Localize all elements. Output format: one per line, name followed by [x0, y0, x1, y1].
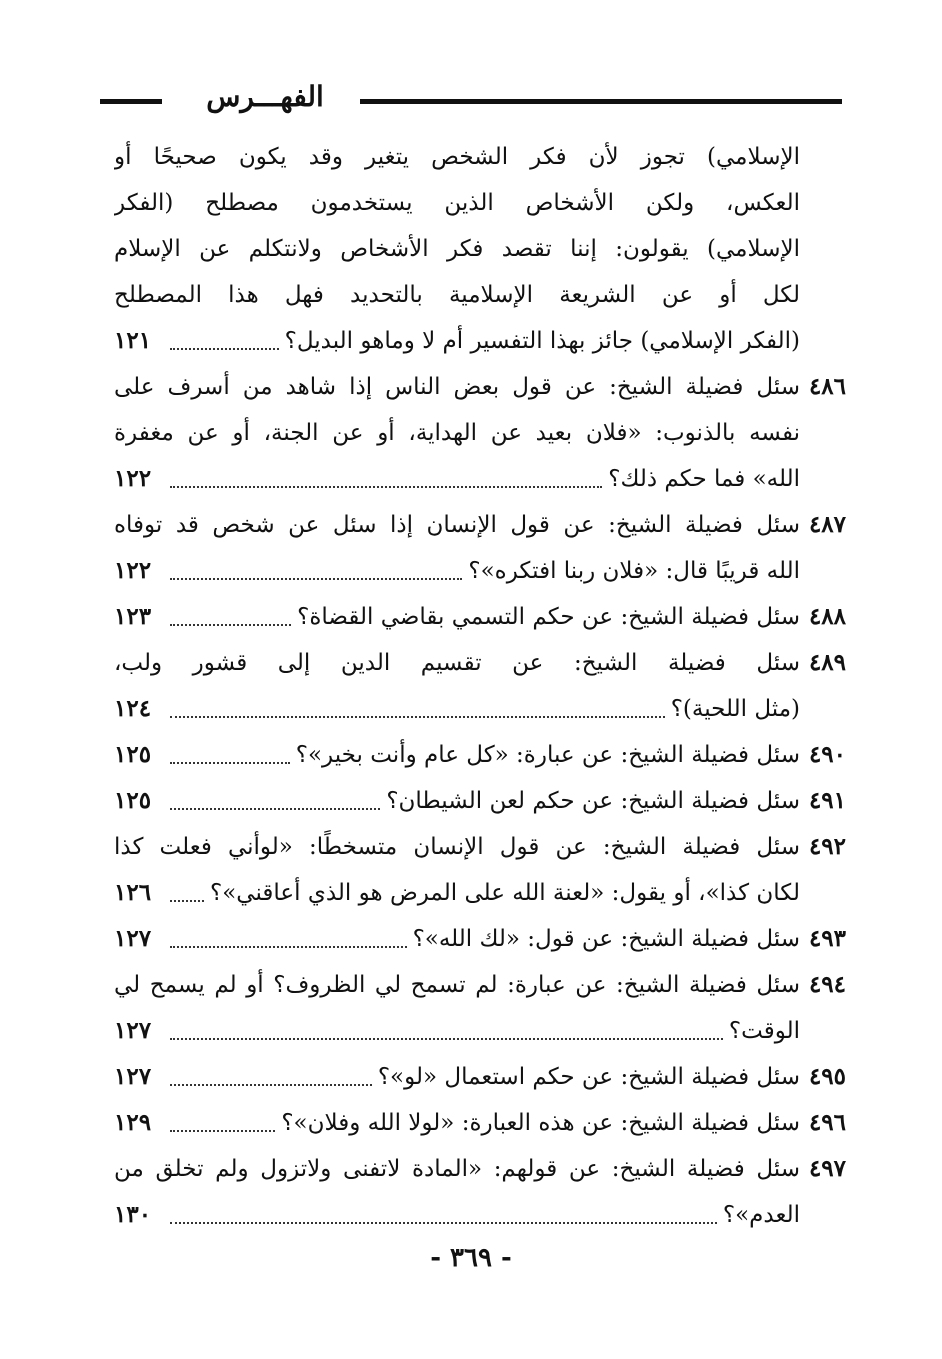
- page-header: [100, 82, 842, 122]
- index-entry: [114, 916, 846, 962]
- index-entry: [114, 1146, 846, 1238]
- entry-last-line: [114, 456, 800, 502]
- entry-last-line: [114, 1054, 800, 1100]
- entry-last-line: [114, 318, 800, 364]
- index-entry: [114, 134, 846, 364]
- entry-line: لكان كذا»، أو يقول: «لعنة الله على المرض هو الذي أعاقني»؟: [210, 880, 800, 906]
- dot-leader: [170, 870, 204, 902]
- page-ref: ١٢٧: [114, 1017, 152, 1044]
- entry-line: سئل فضيلة الشيخ: عن قول: «لك الله»؟: [412, 926, 800, 952]
- entry-line: الوقت؟: [728, 1018, 800, 1044]
- dot-leader: [170, 732, 290, 764]
- entry-text: [114, 962, 800, 1054]
- index-entry: [114, 1100, 846, 1146]
- index-entry: [114, 732, 846, 778]
- entry-line: (الفكر الإسلامي) جائز بهذا التفسير أم لا وماهو البديل؟: [284, 328, 800, 354]
- entry-last-line: [114, 686, 800, 732]
- entry-line: الله قريبًا قال: «فلان ربنا افتكره»؟: [468, 558, 800, 584]
- index-entry: [114, 640, 846, 732]
- entry-number: ٤٩٧: [808, 1155, 846, 1182]
- entry-number: ٤٩٦: [808, 1109, 846, 1136]
- entry-text: [114, 824, 800, 916]
- entry-text: [114, 502, 800, 594]
- dot-leader: [170, 916, 407, 948]
- entry-number: ٤٩٤: [808, 971, 846, 998]
- header-rule-right: [360, 99, 842, 104]
- dot-leader: [170, 686, 665, 718]
- entry-last-line: [114, 594, 800, 640]
- page-ref: ١٢٣: [114, 603, 152, 630]
- entry-text: [114, 1100, 800, 1146]
- dot-leader: [170, 548, 462, 580]
- entry-line: سئل فضيلة الشيخ: عن قول بعض الناس إذا شاهد من أسرف على: [114, 374, 800, 400]
- entry-text: [114, 732, 800, 778]
- entry-text: [114, 364, 800, 502]
- entry-number: ٤٩٠: [808, 741, 846, 768]
- entry-number: ٤٩١: [808, 787, 846, 814]
- entry-number: ٤٩٥: [808, 1063, 846, 1090]
- entry-line: سئل فضيلة الشيخ: عن حكم لعن الشيطان؟: [386, 788, 800, 814]
- entry-line: الإسلامي) يقولون: إننا تقصد فكر الأشخاص ولانتكلم عن الإسلام: [114, 236, 800, 262]
- page-ref: ١٢٧: [114, 925, 152, 952]
- entry-line: العدم»؟: [722, 1202, 800, 1228]
- index-entry: [114, 962, 846, 1054]
- entry-line: العكس، ولكن الأشخاص الذين يستخدمون مصطلح (الفكر: [114, 190, 800, 216]
- entry-number: ٤٩٣: [808, 925, 846, 952]
- entry-text: [114, 1146, 800, 1238]
- entry-line: نفسه بالذنوب: «فلان بعيد عن الهداية، أو عن الجنة، أو عن مغفرة: [114, 420, 800, 446]
- entry-text: [114, 1054, 800, 1100]
- entry-line: سئل فضيلة الشيخ: عن حكم التسمي بقاضي القضاة؟: [297, 604, 800, 630]
- page-ref: ١٢١: [114, 327, 152, 354]
- entry-number: ٤٨٦: [808, 373, 846, 400]
- entry-line: الإسلامي) تجوز لأن فكر الشخص يتغير وقد يكون صحيحًا أو: [114, 144, 800, 170]
- entry-line: سئل فضيلة الشيخ: عن قولهم: «المادة لاتفنى ولاتزول ولم تخلق من: [114, 1156, 800, 1182]
- page-ref: ١٢٢: [114, 465, 152, 492]
- entry-line: سئل فضيلة الشيخ: عن عبارة: «كل عام وأنت بخير»؟: [295, 742, 800, 768]
- page-number: - ٣٦٩ -: [430, 1243, 512, 1273]
- entry-line: الله» فما حكم ذلك؟: [608, 466, 800, 492]
- index-entry: [114, 502, 846, 594]
- header-rule-left: [100, 99, 162, 104]
- dot-leader: [170, 1100, 275, 1132]
- entry-last-line: [114, 778, 800, 824]
- dot-leader: [170, 1054, 372, 1086]
- dot-leader: [170, 1192, 717, 1224]
- entry-number: ٤٨٩: [808, 649, 846, 676]
- entry-text: [114, 778, 800, 824]
- entry-number: ٤٩٢: [808, 833, 846, 860]
- index-entry: [114, 778, 846, 824]
- page-ref: ١٢٩: [114, 1109, 152, 1136]
- entry-line: (مثل اللحية)؟: [670, 696, 800, 722]
- entry-line: سئل فضيلة الشيخ: عن قول الإنسان متسخطًا: «لوأني فعلت كذا: [114, 834, 800, 860]
- entry-last-line: [114, 1008, 800, 1054]
- page-ref: ١٢٢: [114, 557, 152, 584]
- page-ref: ١٢٤: [114, 695, 152, 722]
- page-ref: ١٣٠: [114, 1201, 152, 1228]
- page-ref: ١٢٥: [114, 787, 152, 814]
- index-entry: [114, 1054, 846, 1100]
- entry-line: لكل أو عن الشريعة الإسلامية بالتحديد فهل هذا المصطلح: [114, 282, 800, 308]
- page-ref: ١٢٦: [114, 879, 152, 906]
- entry-last-line: [114, 1100, 800, 1146]
- index-entry: [114, 594, 846, 640]
- entry-last-line: [114, 916, 800, 962]
- entry-text: [114, 594, 800, 640]
- page-ref: ١٢٧: [114, 1063, 152, 1090]
- entry-text: [114, 134, 800, 364]
- dot-leader: [170, 456, 602, 488]
- entry-line: سئل فضيلة الشيخ: عن تقسيم الدين إلى قشور ولب،: [114, 650, 800, 676]
- entry-line: سئل فضيلة الشيخ: عن حكم استعمال «لو»؟: [377, 1064, 800, 1090]
- dot-leader: [170, 778, 380, 810]
- entry-text: [114, 916, 800, 962]
- entry-line: سئل فضيلة الشيخ: عن هذه العبارة: «لولا الله وفلان»؟: [281, 1110, 800, 1136]
- entry-line: سئل فضيلة الشيخ: عن عبارة: لم تسمح لي الظروف؟ أو لم يسمح لي: [114, 972, 800, 998]
- dot-leader: [170, 318, 279, 350]
- entry-last-line: [114, 870, 800, 916]
- page-ref: ١٢٥: [114, 741, 152, 768]
- entry-text: [114, 640, 800, 732]
- entry-number: ٤٨٧: [808, 511, 846, 538]
- entry-line: سئل فضيلة الشيخ: عن قول الإنسان إذا سئل عن شخص قد توفاه: [114, 512, 800, 538]
- entry-last-line: [114, 1192, 800, 1238]
- index-entries: [114, 134, 846, 1238]
- index-entry: [114, 364, 846, 502]
- entry-last-line: [114, 548, 800, 594]
- dot-leader: [170, 594, 291, 626]
- index-entry: [114, 824, 846, 916]
- page-title: الفهـــرس: [206, 80, 324, 113]
- entry-last-line: [114, 732, 800, 778]
- entry-number: ٤٨٨: [808, 603, 846, 630]
- dot-leader: [170, 1008, 723, 1040]
